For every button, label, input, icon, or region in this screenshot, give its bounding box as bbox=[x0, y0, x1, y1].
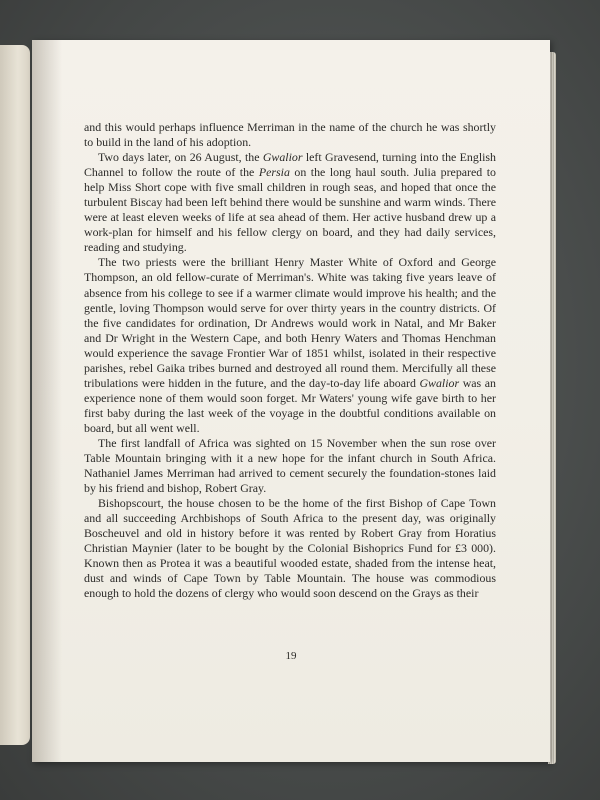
paragraph-5: Bishopscourt, the house chosen to be the home of the first Bishop of Cape Town and all succeeding Archbishops of South Africa to the present day, was originally Boscheuvel and old in history before it was rented by Robert Gray from Horatius Christian Maynier (later to be bought by the Colonial Bishoprics Fund for £3 000). Known then as Protea it was a beautiful wooded estate, shaded from the intense heat, dust and winds of Cape Town by Table Mountain. The house was commodious enough to hold the dozens of clergy who would soon descend on the Grays as their bbox=[84, 496, 496, 601]
facing-page-edge bbox=[0, 45, 30, 745]
paragraph-2: Two days later, on 26 August, the Gwalior left Gravesend, turning into the English Channel to follow the route of the Persia on the long haul south. Julia prepared to help Miss Short cope with five small children in rough seas, and hoped that once the turbulent Biscay had been left behind there would be sunshine and warm winds. There were at least eleven weeks of life at sea ahead of them. Her active husband drew up a work-plan for himself and his fellow clergy on board, and they had daily services, reading and studying. bbox=[84, 150, 496, 255]
paragraph-3: The two priests were the brilliant Henry Master White of Oxford and George Thompson, an old fellow-curate of Merriman's. White was taking five years leave of absence from his college to see if a warmer climate would improve his health; and the gentle, loving Thompson would serve for over thirty years in the country districts. Of the five candidates for ordination, Dr Andrews would work in Natal, and Mr Baker and Dr Wright in the Western Cape, and both Henry Waters and Thomas Henchman would experience the savage Frontier War of 1851 whilst, isolated in their respective parishes, rebel Gaika tribes burned and destroyed all round them. Mercifully all these tribulations were hidden in the future, and the day-to-day life aboard Gwalior was an experience none of them would soon forget. Mr Waters' young wife gave birth to her first baby during the last week of the voyage in the doubtful conditions available on board, but all went well. bbox=[84, 255, 496, 435]
book-page bbox=[32, 40, 550, 762]
body-text bbox=[84, 120, 496, 602]
paragraph-1: and this would perhaps influence Merriman in the name of the church he was shortly to build in the land of his adoption. bbox=[84, 120, 496, 150]
page-number: 19 bbox=[285, 650, 297, 662]
paragraph-4: The first landfall of Africa was sighted on 15 November when the sun rose over Table Mountain bringing with it a new hope for the infant church in South Africa. Nathaniel James Merriman had arrived to cement securely the foundation-stones laid by his friend and bishop, Robert Gray. bbox=[84, 435, 496, 496]
